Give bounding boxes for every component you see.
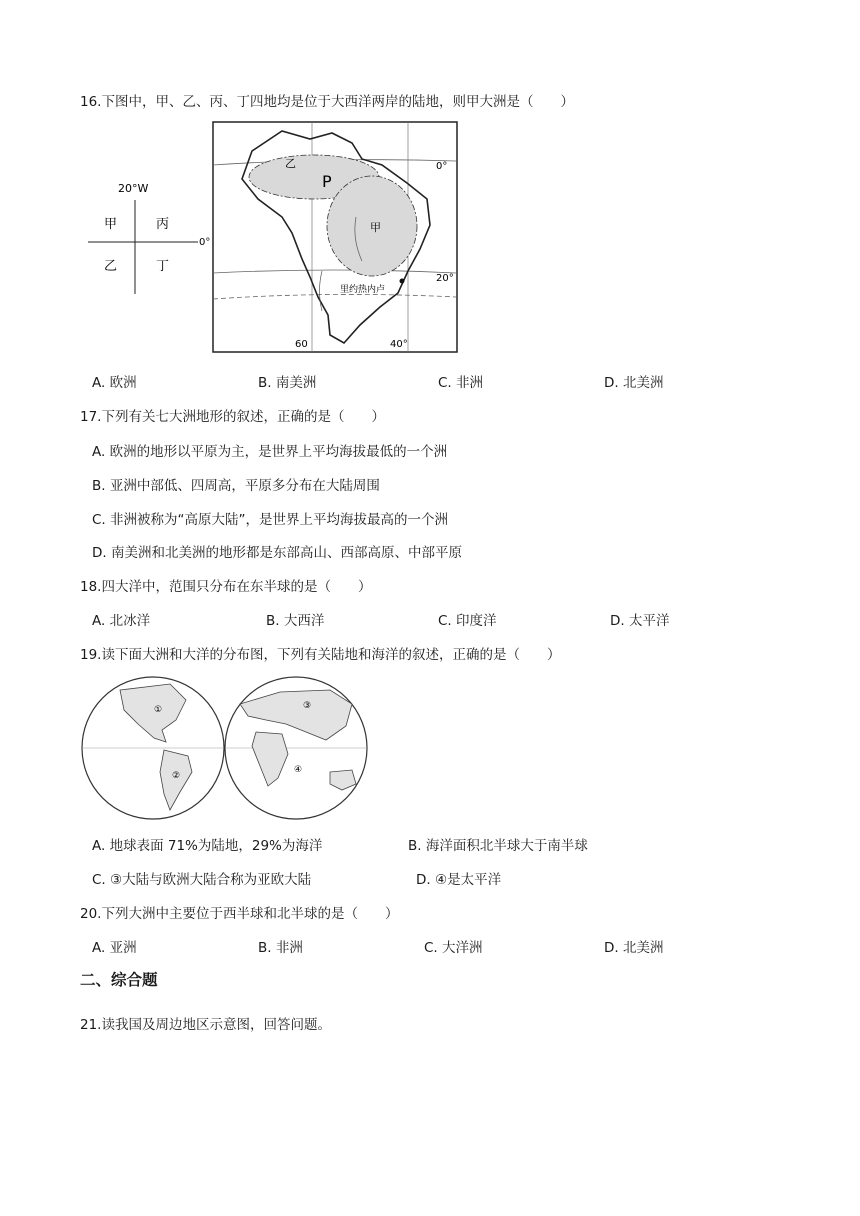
lon-label-60: 60 (295, 339, 308, 350)
q18-option-b: B. 大西洋 (266, 613, 325, 629)
q18-option-c: C. 印度洋 (438, 613, 497, 629)
lat-label-0: 0° (436, 161, 448, 172)
label-yi: 乙 (285, 157, 296, 170)
q16-south-america-map (212, 121, 462, 355)
q19-option-c: C. ③大陆与欧洲大陆合称为亚欧大陆 (92, 872, 312, 888)
q19-hemispheres-map (80, 674, 372, 822)
q19-stem: 19.读下面大洲和大洋的分布图，下列有关陆地和海洋的叙述，正确的是（ ） (80, 647, 561, 663)
q21-stem: 21.读我国及周边地区示意图，回答问题。 (80, 1017, 331, 1033)
q18-stem: 18.四大洋中，范围只分布在东半球的是（ ） (80, 579, 372, 595)
label-1: ① (154, 705, 163, 715)
q16-option-c: C. 非洲 (438, 375, 484, 391)
q17-option-d: D. 南美洲和北美洲的地形都是东部高山、西部高原、中部平原 (92, 545, 462, 561)
quad-label-ding: 丁 (156, 259, 170, 274)
section-title: 二、综合题 (80, 971, 158, 989)
city-dot (400, 279, 405, 284)
meridian-label: 20°W (118, 182, 149, 195)
q19-option-a: A. 地球表面 71%为陆地，29%为海洋 (92, 838, 323, 854)
lat-label-20: 20° (436, 273, 454, 284)
q20-option-a: A. 亚洲 (92, 940, 137, 956)
quad-label-yi: 乙 (104, 259, 118, 274)
q20-option-b: B. 非洲 (258, 940, 303, 956)
q16-option-b: B. 南美洲 (258, 375, 317, 391)
q17-option-b: B. 亚洲中部低、四周高，平原多分布在大陆周围 (92, 478, 380, 494)
label-p: P (322, 172, 332, 191)
q20-option-c: C. 大洋洲 (424, 940, 483, 956)
q18-option-d: D. 太平洋 (610, 613, 670, 629)
q16-stem: 16.下图中，甲、乙、丙、丁四地均是位于大西洋两岸的陆地，则甲大洲是（ ） (80, 94, 574, 110)
quad-label-bing: 丙 (156, 217, 170, 232)
label-2: ② (172, 771, 181, 781)
equator-label: 0° (199, 237, 211, 248)
q16-quadrant-diagram (82, 178, 212, 298)
q16-option-a: A. 欧洲 (92, 375, 137, 391)
q19-option-d: D. ④是太平洋 (416, 872, 502, 888)
quad-label-jia: 甲 (104, 217, 118, 232)
label-4: ④ (294, 765, 303, 775)
city-label: 里约热内卢 (340, 285, 386, 295)
label-3: ③ (303, 701, 312, 711)
q19-option-b: B. 海洋面积北半球大于南半球 (408, 838, 588, 854)
q20-option-d: D. 北美洲 (604, 940, 664, 956)
q17-option-a: A. 欧洲的地形以平原为主，是世界上平均海拔最低的一个洲 (92, 444, 448, 460)
label-jia: 甲 (370, 221, 381, 234)
q20-stem: 20.下列大洲中主要位于西半球和北半球的是（ ） (80, 906, 399, 922)
lon-label-40: 40° (390, 339, 408, 350)
q17-stem: 17.下列有关七大洲地形的叙述，正确的是（ ） (80, 409, 385, 425)
q16-option-d: D. 北美洲 (604, 375, 664, 391)
q18-option-a: A. 北冰洋 (92, 613, 151, 629)
q17-option-c: C. 非洲被称为“高原大陆”，是世界上平均海拔最高的一个洲 (92, 512, 448, 528)
